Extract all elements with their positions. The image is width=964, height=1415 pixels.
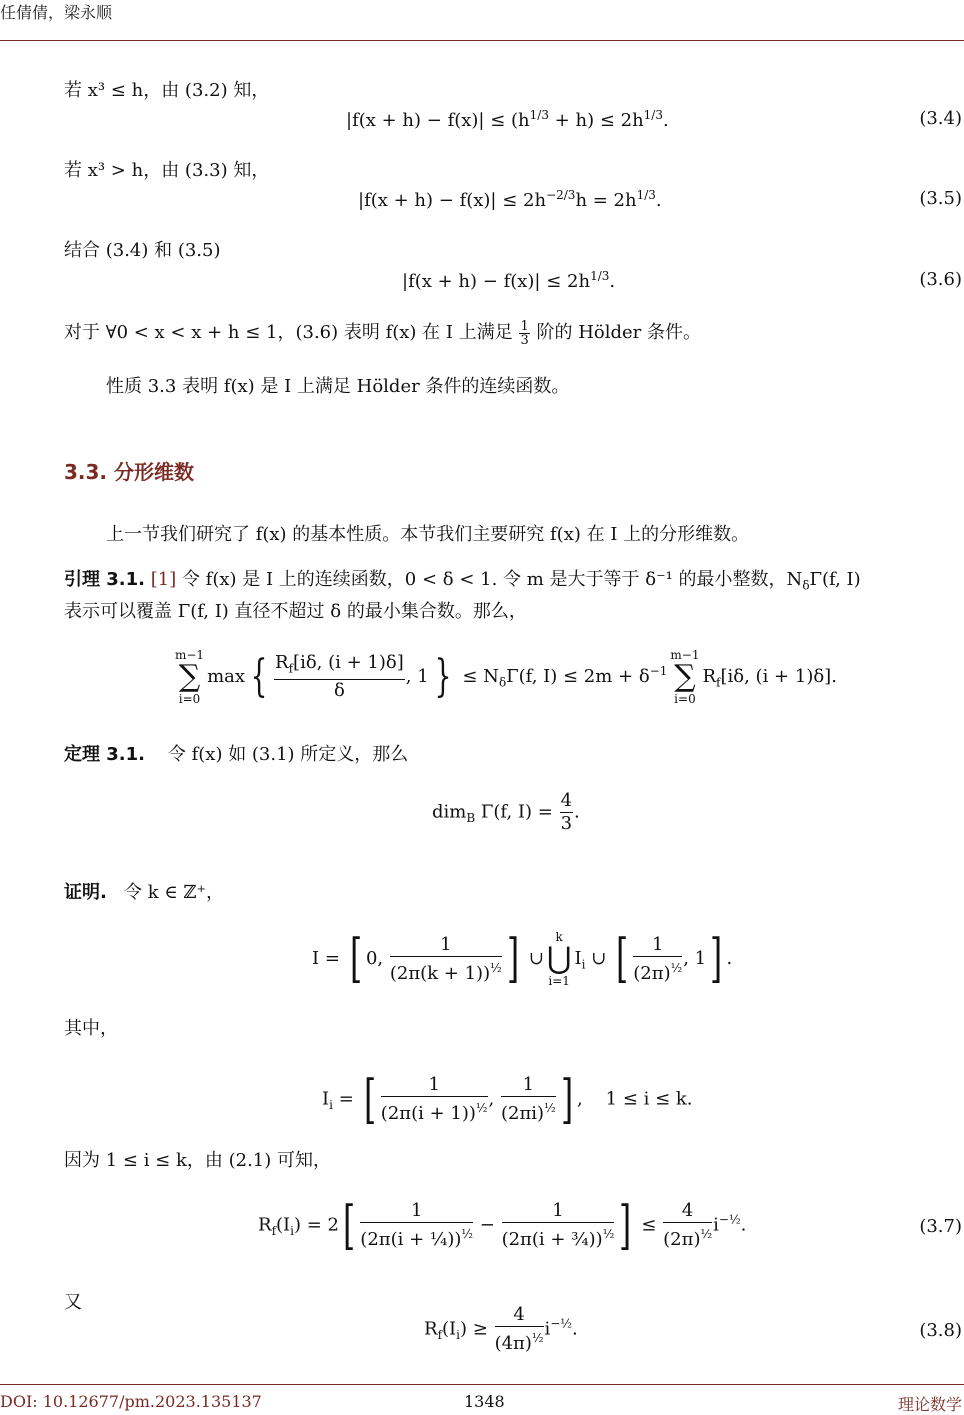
theorem-label: 定理 3.1. <box>64 744 145 765</box>
section-title: 3.3. 分形维数 <box>64 460 194 484</box>
proof-label: 证明. <box>64 882 107 903</box>
text-among: 其中， <box>64 1018 118 1039</box>
equation-number-3-5: (3.5) <box>919 188 962 209</box>
equation-lemma-bounds: m−1 ∑ i=0max { $\frac{R_f[i\delta, (i + 1)\delta]}{\delta}$ , 1 } ≤ $N_\delta\Gamma(f$, $I) \le 2m + \delta^{-1}m-1$ ∑ $i=0R_f[i\delta$, (i + 1)δ]. <box>175 648 837 706</box>
equation-number-3-8: (3.8) <box>919 1320 962 1341</box>
lemma-statement: 引理 3.1. [1] 令 f(x) 是 I 上的连续函数，0 < δ < 1. 令 m 是大于等于 δ⁻¹ 的最小整数，$N_\delta\Gamma(f$, I) <box>64 569 861 593</box>
theorem-statement: 定理 3.1. 令 f(x) 如 (3.1) 所定义，那么 <box>64 744 409 765</box>
text-line-3: 结合 (3.4) 和 (3.5) <box>64 240 221 261</box>
equation-interval-decomposition: I = [ 0, $\frac{1}{(2\pi(k + 1))^{\frac{1}{2}}}$ ] ∪k ⋃ $i=1I_i$ ∪ [ $\frac{1}{(2\pi)^{\frac{1}{2}}}$ , 1] . <box>312 929 733 989</box>
text-because: 因为 1 ≤ i ≤ k，由 (2.1) 可知， <box>64 1150 332 1171</box>
text-line-1: 若 x³ ≤ h，由 (3.2) 知， <box>64 80 270 101</box>
text-line-5: 性质 3.3 表明 f(x) 是 I 上满足 Hölder 条件的连续函数。 <box>106 376 570 397</box>
equation-number-3-6: (3.6) <box>919 269 962 290</box>
equation-3-8: $R_f(I_i)$ ≥ $\frac{4}{(4\pi)^{\frac{1}{2}}}$ $i^{-\frac{1}{2}}$. <box>424 1304 578 1354</box>
footer-rule <box>0 1384 964 1385</box>
equation-subinterval: $I_i$ = [ $\frac{1}{(2\pi(i + 1))^{\frac{1}{2}}}$ , $\frac{1}{(2\pi i)^{\frac{1}{2}}}$ ] , 1 ≤ i ≤ k. <box>322 1069 693 1130</box>
text-line-4: 对于 ∀0 < x < x + h ≤ 1，(3.6) 表明 f(x) 在 I 上满足 $\frac{1}{3}$ 阶的 Hölder 条件。 <box>64 318 701 348</box>
text-also: 又 <box>64 1292 82 1313</box>
header-rule <box>0 40 964 41</box>
equation-3-5: $|f(x + h) - f(x)| \le 2h^{-2/3}h = 2h^{1/3}$. <box>358 188 662 211</box>
lemma-label: 引理 3.1. <box>64 569 145 590</box>
proof-start: 证明. 令 k ∈ ℤ⁺， <box>64 882 225 903</box>
paragraph-intro: 上一节我们研究了 f(x) 的基本性质。本节我们主要研究 f(x) 在 I 上的分形维数。 <box>106 524 750 545</box>
equation-3-7: $R_f(I_i) = 2$[ $\frac{1}{(2\pi(i + \frac{1}{4}))^{\frac{1}{2}}}$ − $\frac{1}{(2\pi(i + \frac{3}{4}))^{\frac{1}{2}}}$ ] ≤ $\frac{4}{(2\pi)^{\frac{1}{2}}}$ $i^{-\frac{1}{2}}$. <box>258 1195 747 1256</box>
running-header-authors: 任倩倩，梁永顺 <box>0 3 113 22</box>
text-line-2: 若 x³ > h，由 (3.3) 知， <box>64 160 270 181</box>
equation-3-6: $|f(x + h) - f(x)| \le 2h^{1/3}$. <box>402 269 616 292</box>
footer-journal-name[interactable]: 理论数学 <box>897 1395 962 1414</box>
footer-doi-link[interactable]: DOI: 10.12677/pm.2023.135137 <box>0 1392 262 1411</box>
equation-box-dimension: dim$_B$ Γ(f, I) = $\frac{4}{3}$ . <box>432 790 580 834</box>
equation-number-3-4: (3.4) <box>919 108 962 129</box>
citation-link[interactable]: [1] <box>150 569 177 590</box>
footer-page-number: 1348 <box>464 1392 505 1411</box>
lemma-statement-line-2: 表示可以覆盖 Γ(f, I) 直径不超过 δ 的最小集合数。那么， <box>64 601 527 622</box>
equation-number-3-7: (3.7) <box>919 1216 962 1237</box>
equation-3-4: $|f(x + h) - f(x)| \le (h^{1/3} + h) \le 2h^{1/3}$. <box>346 108 669 131</box>
